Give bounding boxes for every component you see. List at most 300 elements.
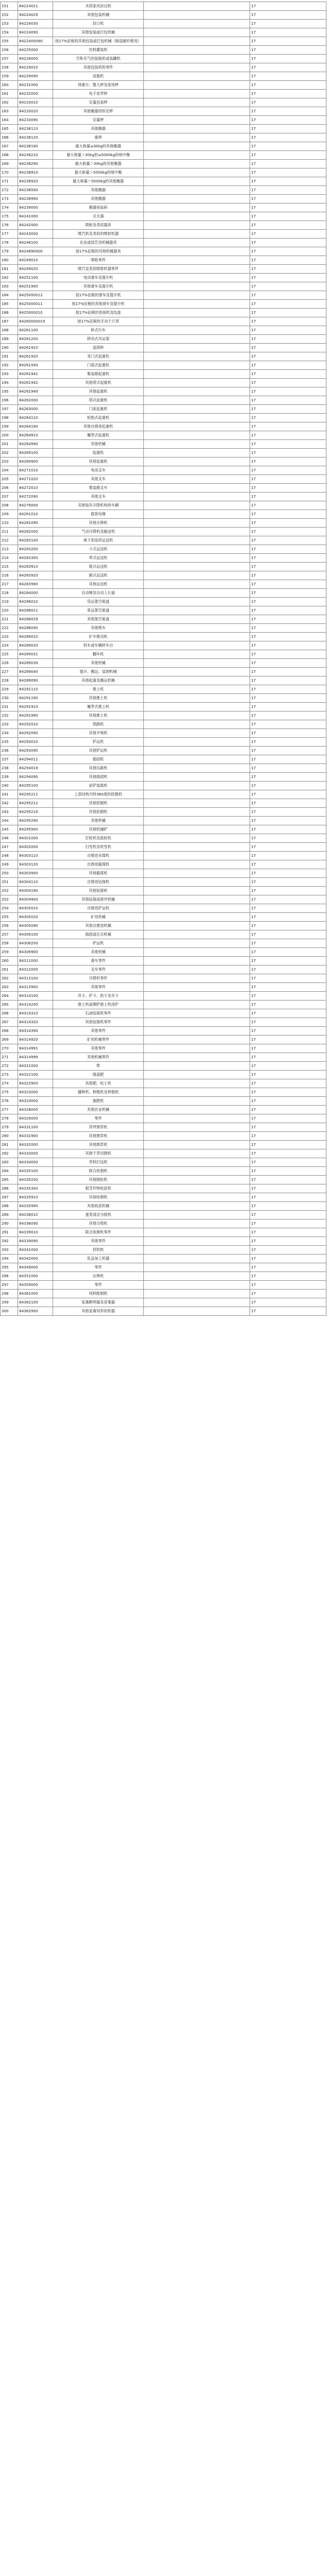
- row-number: 280: [1, 1132, 18, 1141]
- table-row: [1, 309, 326, 317]
- item-code: 84238120: [18, 133, 53, 142]
- item-name: 铲运机: [53, 939, 144, 948]
- item-name: 最大称量＞30kg的其他衡器: [53, 160, 144, 168]
- row-number: 210: [1, 519, 18, 528]
- item-name: 按17%征税的其他包装或打包机械（制造碳纤维用）: [53, 37, 144, 46]
- table-row: [1, 107, 326, 116]
- table-row: [1, 1141, 326, 1149]
- item-code: 84335910: [18, 1193, 53, 1202]
- table-row: [1, 1079, 326, 1088]
- item-code: 8425000012: [18, 291, 53, 300]
- table-row: [1, 1219, 326, 1228]
- item-name: 自推进截煤机: [53, 860, 144, 869]
- item-spec: [144, 414, 250, 422]
- item-code: 84312000: [18, 965, 53, 974]
- item-spec: [144, 2, 250, 11]
- row-number: 209: [1, 510, 18, 519]
- item-code: 84292010: [18, 720, 53, 729]
- item-name: 饲料配制机: [53, 1290, 144, 1298]
- item-name: 重秤: [53, 133, 144, 142]
- item-spec: [144, 422, 250, 431]
- item-spec: [144, 782, 250, 790]
- table-row: [1, 650, 326, 659]
- item-name: 其他机械铲: [53, 825, 144, 834]
- tax-rate: 17: [250, 449, 326, 457]
- row-number: 234: [1, 729, 18, 738]
- row-number: 189: [1, 335, 18, 344]
- item-spec: [144, 887, 250, 895]
- item-code: 84362100: [18, 1298, 53, 1307]
- tax-rate: 17: [250, 1176, 326, 1184]
- item-code: 84249010: [18, 256, 53, 265]
- item-code: 84314320: [18, 1018, 53, 1027]
- table-body: [1, 2, 326, 1316]
- item-spec: [144, 282, 250, 291]
- tax-rate: 17: [250, 1106, 326, 1114]
- table-row: [1, 1246, 326, 1255]
- item-spec: [144, 204, 250, 212]
- item-code: 84295290: [18, 817, 53, 825]
- table-row: [1, 396, 326, 405]
- item-code: 84282000: [18, 528, 53, 536]
- item-spec: [144, 55, 250, 63]
- tax-rate: 17: [250, 659, 326, 668]
- row-number: 269: [1, 1036, 18, 1044]
- item-code: 84359000: [18, 1281, 53, 1290]
- row-number: 167: [1, 142, 18, 151]
- row-number: 248: [1, 852, 18, 860]
- item-code: 84261910: [18, 344, 53, 352]
- item-code: 84263000: [18, 405, 53, 414]
- row-number: 299: [1, 1298, 18, 1307]
- row-number: 203: [1, 457, 18, 466]
- item-name: 自推进采煤机: [53, 852, 144, 860]
- table-row: [1, 63, 326, 72]
- table-row: [1, 755, 326, 764]
- item-name: 其他叉车: [53, 493, 144, 501]
- table-row: [1, 300, 326, 309]
- table-row: [1, 493, 326, 501]
- item-spec: [144, 72, 250, 81]
- table-row: [1, 1193, 326, 1202]
- tax-rate: 17: [250, 493, 326, 501]
- row-number: 281: [1, 1141, 18, 1149]
- item-spec: [144, 554, 250, 563]
- tax-rate: 17: [250, 615, 326, 624]
- item-spec: [144, 291, 250, 300]
- tax-rate: 17: [250, 1123, 326, 1132]
- tax-rate: 17: [250, 1272, 326, 1281]
- item-spec: [144, 1219, 250, 1228]
- item-spec: [144, 317, 250, 326]
- item-name: 联合收割机零件: [53, 1228, 144, 1237]
- table-row: [1, 668, 326, 676]
- item-spec: [144, 1211, 250, 1219]
- tax-rate: 17: [250, 1263, 326, 1272]
- item-code: 84331100: [18, 1123, 53, 1132]
- table-row: [1, 317, 326, 326]
- item-code: 84295211: [18, 790, 53, 799]
- table-row: [1, 957, 326, 965]
- tax-rate: 17: [250, 1053, 326, 1062]
- item-name: 履带式起重机: [53, 431, 144, 440]
- item-name: 捣固机: [53, 755, 144, 764]
- table-row: [1, 738, 326, 747]
- item-name: 其他平地机: [53, 729, 144, 738]
- row-number: 215: [1, 563, 18, 571]
- item-spec: [144, 825, 250, 834]
- item-spec: [144, 457, 250, 466]
- item-name: 根茎作物收获机: [53, 1184, 144, 1193]
- tax-rate: 17: [250, 1246, 326, 1255]
- item-spec: [144, 676, 250, 685]
- row-number: 250: [1, 869, 18, 878]
- table-row: [1, 1132, 326, 1141]
- table-row: [1, 501, 326, 510]
- row-number: 224: [1, 641, 18, 650]
- table-row: [1, 431, 326, 440]
- item-spec: [144, 177, 250, 186]
- table-row: [1, 615, 326, 624]
- item-spec: [144, 1255, 250, 1263]
- item-name: 桥式行车: [53, 326, 144, 335]
- tax-rate: 17: [250, 895, 326, 904]
- item-name: 其他滑车及提升机: [53, 282, 144, 291]
- tax-rate: 17: [250, 711, 326, 720]
- item-name: 其他机械: [53, 817, 144, 825]
- item-name: 封口机: [53, 20, 144, 28]
- tax-rate: 17: [250, 133, 326, 142]
- item-spec: [144, 528, 250, 536]
- item-spec: [144, 536, 250, 545]
- row-number: 179: [1, 247, 18, 256]
- tax-rate: 17: [250, 747, 326, 755]
- item-spec: [144, 405, 250, 414]
- tax-rate: 17: [250, 825, 326, 834]
- item-code: 84241000: [18, 212, 53, 221]
- item-name: 其他钻探或凿井机械: [53, 895, 144, 904]
- tax-rate: 17: [250, 1307, 326, 1316]
- item-code: 84341000: [18, 1246, 53, 1255]
- item-code: 84233010: [18, 98, 53, 107]
- table-row: [1, 326, 326, 335]
- item-name: 其他运送机: [53, 580, 144, 589]
- item-spec: [144, 1158, 250, 1167]
- table-row: [1, 239, 326, 247]
- row-number: 183: [1, 282, 18, 291]
- item-code: 84251900: [18, 282, 53, 291]
- item-name: 戽斗、铲斗、抓斗及夹斗: [53, 992, 144, 1001]
- item-code: 84291990: [18, 711, 53, 720]
- row-number: 232: [1, 711, 18, 720]
- item-name: 喷枪及类似器具: [53, 221, 144, 230]
- row-number: 264: [1, 992, 18, 1001]
- table-row: [1, 782, 326, 790]
- item-spec: [144, 711, 250, 720]
- table-row: [1, 387, 326, 396]
- tax-rate: 17: [250, 300, 326, 309]
- item-spec: [144, 817, 250, 825]
- tax-rate: 17: [250, 869, 326, 878]
- item-code: 84303110: [18, 852, 53, 860]
- row-number: 292: [1, 1237, 18, 1246]
- tax-rate: 17: [250, 904, 326, 913]
- item-spec: [144, 1202, 250, 1211]
- item-name: 家禽孵卵器及育雏器: [53, 1298, 144, 1307]
- tax-rate: 17: [250, 1211, 326, 1219]
- item-name: 洗瓶机: [53, 72, 144, 81]
- tax-rate: 17: [250, 1290, 326, 1298]
- row-number: 178: [1, 239, 18, 247]
- tax-rate: 17: [250, 414, 326, 422]
- row-number: 171: [1, 177, 18, 186]
- tax-rate: 17: [250, 1114, 326, 1123]
- item-name: 衡器用砝码: [53, 204, 144, 212]
- item-code: 84305010: [18, 904, 53, 913]
- tax-rate: 17: [250, 317, 326, 326]
- row-number: 158: [1, 63, 18, 72]
- item-code: 84332000: [18, 1141, 53, 1149]
- tax-rate: 17: [250, 168, 326, 177]
- row-number: 241: [1, 790, 18, 799]
- tax-rate: 17: [250, 98, 326, 107]
- tax-rate: 17: [250, 63, 326, 72]
- tax-rate: 17: [250, 1018, 326, 1027]
- item-code: 84289020: [18, 641, 53, 650]
- tariff-table: [0, 2, 326, 1316]
- item-spec: [144, 484, 250, 493]
- tax-rate: 17: [250, 291, 326, 300]
- table-row: [1, 160, 326, 168]
- table-row: [1, 1158, 326, 1167]
- item-code: 84313100: [18, 974, 53, 983]
- tax-rate: 17: [250, 580, 326, 589]
- item-spec: [144, 475, 250, 484]
- item-spec: [144, 1237, 250, 1246]
- item-spec: [144, 1263, 250, 1272]
- item-name: 其他衡器: [53, 195, 144, 204]
- table-row: [1, 606, 326, 615]
- tax-rate: 17: [250, 422, 326, 431]
- table-row: [1, 685, 326, 694]
- tax-rate: 17: [250, 1141, 326, 1149]
- item-spec: [144, 81, 250, 90]
- row-number: 186: [1, 309, 18, 317]
- tax-rate: 17: [250, 554, 326, 563]
- item-spec: [144, 212, 250, 221]
- item-name: 最大称量＞5000kg的其他衡器: [53, 177, 144, 186]
- item-name: 零件: [53, 1263, 144, 1272]
- item-name: 其他零件: [53, 1044, 144, 1053]
- row-number: 217: [1, 580, 18, 589]
- item-code: 84224021: [18, 2, 53, 11]
- row-number: 173: [1, 195, 18, 204]
- row-number: 274: [1, 1079, 18, 1088]
- row-number: 243: [1, 808, 18, 817]
- tax-rate: 17: [250, 326, 326, 335]
- item-spec: [144, 309, 250, 317]
- item-code: 84271020: [18, 475, 53, 484]
- table-row: [1, 230, 326, 239]
- tax-rate: 17: [250, 361, 326, 370]
- item-spec: [144, 939, 250, 948]
- item-spec: [144, 1009, 250, 1018]
- table-row: [1, 904, 326, 913]
- item-spec: [144, 703, 250, 711]
- row-number: 247: [1, 843, 18, 852]
- item-name: 斗式运送机: [53, 545, 144, 554]
- table-row: [1, 659, 326, 668]
- row-number: 239: [1, 773, 18, 782]
- tax-rate: 17: [250, 650, 326, 659]
- table-row: [1, 860, 326, 869]
- row-number: 282: [1, 1149, 18, 1158]
- item-code: 84333000: [18, 1149, 53, 1158]
- item-spec: [144, 1193, 250, 1202]
- row-number: 176: [1, 221, 18, 230]
- item-code: 84243000: [18, 230, 53, 239]
- item-code: 84293010: [18, 738, 53, 747]
- item-code: 84286021: [18, 606, 53, 615]
- item-spec: [144, 116, 250, 125]
- table-row: [1, 922, 326, 930]
- row-number: 227: [1, 668, 18, 676]
- item-name: 零件: [53, 1281, 144, 1290]
- tax-rate: 17: [250, 624, 326, 633]
- table-row: [1, 869, 326, 878]
- item-spec: [144, 1272, 250, 1281]
- item-spec: [144, 510, 250, 519]
- table-row: [1, 1255, 326, 1263]
- item-code: 84283200: [18, 545, 53, 554]
- item-code: 84314310: [18, 1009, 53, 1018]
- tax-rate: 17: [250, 676, 326, 685]
- item-spec: [144, 1246, 250, 1255]
- table-row: [1, 598, 326, 606]
- tax-rate: 17: [250, 694, 326, 703]
- table-row: [1, 1237, 326, 1246]
- item-code: 84269100: [18, 449, 53, 457]
- item-name: 其他机械: [53, 440, 144, 449]
- item-code: 84286010: [18, 598, 53, 606]
- tax-rate: 17: [250, 125, 326, 133]
- row-number: 270: [1, 1044, 18, 1053]
- table-row: [1, 1106, 326, 1114]
- item-code: 84233020: [18, 107, 53, 116]
- table-row: [1, 965, 326, 974]
- item-spec: [144, 1132, 250, 1141]
- item-code: 84269900: [18, 457, 53, 466]
- table-row: [1, 20, 326, 28]
- item-name: 地下用连续运送机: [53, 536, 144, 545]
- table-row: [1, 265, 326, 274]
- item-code: 84279000: [18, 501, 53, 510]
- item-code: 84335100: [18, 1167, 53, 1176]
- tax-rate: 17: [250, 309, 326, 317]
- item-spec: [144, 764, 250, 773]
- item-code: 84249020: [18, 265, 53, 274]
- row-number: 199: [1, 422, 18, 431]
- item-name: 其他起重机: [53, 457, 144, 466]
- item-spec: [144, 1106, 250, 1114]
- item-name: 按17%征税的卷扬机及绞盘: [53, 309, 144, 317]
- item-code: 84295212: [18, 799, 53, 808]
- row-number: 277: [1, 1106, 18, 1114]
- table-row: [1, 457, 326, 466]
- row-number: 170: [1, 168, 18, 177]
- row-number: 252: [1, 887, 18, 895]
- table-row: [1, 352, 326, 361]
- tax-rate: 17: [250, 668, 326, 676]
- item-spec: [144, 1027, 250, 1036]
- row-number: 223: [1, 633, 18, 641]
- row-number: 235: [1, 738, 18, 747]
- item-name: 其他装有升降机构的车辆: [53, 501, 144, 510]
- table-row: [1, 361, 326, 370]
- row-number: 236: [1, 747, 18, 755]
- item-spec: [144, 668, 250, 676]
- tax-rate: 17: [250, 773, 326, 782]
- item-spec: [144, 1001, 250, 1009]
- row-number: 172: [1, 186, 18, 195]
- item-spec: [144, 1044, 250, 1053]
- item-code: 84334000: [18, 1158, 53, 1167]
- row-number: 197: [1, 405, 18, 414]
- item-spec: [144, 1097, 250, 1106]
- item-name: 其他割草机: [53, 1141, 144, 1149]
- table-row: [1, 1001, 326, 1009]
- item-name: 其他自推进起重机: [53, 422, 144, 431]
- tax-rate: 17: [250, 563, 326, 571]
- row-number: 157: [1, 55, 18, 63]
- item-spec: [144, 11, 250, 20]
- row-number: 193: [1, 370, 18, 379]
- item-name: 其他机械: [53, 659, 144, 668]
- table-row: [1, 817, 326, 825]
- item-name: 矿用机械零件: [53, 1036, 144, 1044]
- table-row: [1, 1027, 326, 1036]
- item-code: 84336010: [18, 1211, 53, 1219]
- item-spec: [144, 431, 250, 440]
- row-number: 273: [1, 1071, 18, 1079]
- row-number: 275: [1, 1088, 18, 1097]
- tax-rate: 17: [250, 790, 326, 799]
- item-name: 其他零件: [53, 983, 144, 992]
- table-row: [1, 1044, 326, 1053]
- tax-rate: 17: [250, 1149, 326, 1158]
- item-code: 84281090: [18, 519, 53, 528]
- item-name: 其他农业机械: [53, 1106, 144, 1114]
- item-spec: [144, 1290, 250, 1298]
- item-spec: [144, 440, 250, 449]
- table-row: [1, 1202, 326, 1211]
- item-name: 气动升降机及输送机: [53, 528, 144, 536]
- row-number: 152: [1, 11, 18, 20]
- item-spec: [144, 965, 250, 974]
- row-number: 290: [1, 1219, 18, 1228]
- table-row: [1, 554, 326, 563]
- item-name: 铲运机: [53, 738, 144, 747]
- row-number: 181: [1, 265, 18, 274]
- tax-rate: 17: [250, 913, 326, 922]
- item-code: 84314100: [18, 992, 53, 1001]
- item-code: 84238910: [18, 168, 53, 177]
- item-code: 84314390: [18, 1027, 53, 1036]
- tax-rate: 17: [250, 405, 326, 414]
- table-row: [1, 536, 326, 545]
- row-number: 260: [1, 957, 18, 965]
- row-number: 271: [1, 1053, 18, 1062]
